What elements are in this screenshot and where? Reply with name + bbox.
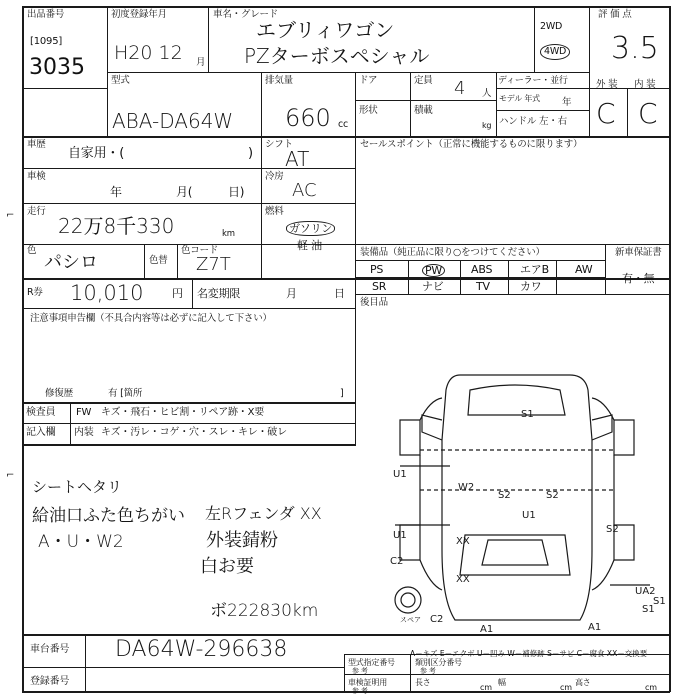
repair-label: 修復歴 [45,388,73,399]
exterior-label: 外 装 [596,79,618,90]
category-label: 類別区分番号 [415,658,462,667]
score-value: 3.5 [611,31,659,66]
mark-u1-lower: U1 [393,530,407,541]
capacity-label: 定員 [414,75,433,86]
drive-4wd: 4WD [540,44,570,60]
dealer-label: ディーラー・並行 [498,76,568,86]
load-unit: kg [482,121,492,130]
notes-label: 注意事項申告欄（不具合内容等は必ずに記入して下さい） [30,313,272,324]
mark-c2-left: C2 [390,556,404,567]
inspection-month: 月( [176,185,193,199]
new-warranty-label: 新車保証書 [615,247,662,258]
inspector-row1-items: キズ・飛石・ヒビ割・リペア跡・X要 [101,407,265,418]
equip-pw: PW [422,264,445,277]
drive-2wd: 2WD [540,21,563,32]
type-value: ABA-DA64W [112,109,234,133]
equip-ps: PS [370,263,384,276]
lot-code: [1095] [30,36,63,47]
inspector-row1-cat: FW [76,407,92,418]
mark-w2: W2 [458,482,475,493]
first-registration-value: H20 12 [114,42,183,64]
note-white: 白お要 [200,556,254,577]
inspector-label-1: 検査員 [26,407,56,418]
title-change-month: 月 [286,287,297,300]
capacity-unit: 人 [482,88,492,99]
note-damage-codes: A・U・W2 [38,532,124,552]
shape-label: 形状 [359,105,378,116]
equip-abs: ABS [471,263,493,276]
width-unit: cm [560,683,572,692]
category-ref: 参 考 [420,667,436,675]
mark-s1-rear: S1 [653,596,666,607]
inspection-year: 年 [110,185,122,199]
interior-grade: C [638,97,658,130]
spare-label: スペア [400,616,421,624]
history-close: ) [248,146,253,161]
color-code-value: Z7T [196,254,231,275]
mark-s2-far: S2 [606,524,619,535]
note-mileage: ボ222830km [210,601,319,621]
equip-sr: SR [372,280,387,293]
height-label: 高さ [575,678,591,687]
mark-a1-right: A1 [588,622,602,633]
chassis-label: 車台番号 [30,644,70,655]
mark-xx-2: XX [456,574,470,585]
mark-a1-left: A1 [480,624,494,635]
ac-value: AC [292,180,317,201]
margin-tick: ⌐ [6,210,15,221]
title-change-label: 名変期限 [197,287,241,300]
title-change-day: 日 [334,287,345,300]
length-label: 長さ [415,678,431,687]
history-label: 車歴 [27,139,46,150]
sales-points-label: セールスポイント（正常に機能するものに限ります） [360,139,583,150]
height-unit: cm [645,683,657,692]
note-rust: 外装錆粉 [206,530,278,551]
capacity-value: 4 [454,78,466,99]
first-registration-label: 初度登録年月 [111,9,167,20]
month-unit: 月 [196,57,206,68]
model-name: エブリィワゴン [256,18,395,42]
cert-label: 車検証明用 [348,678,387,687]
recycle-value: 10,010 [70,281,144,305]
color-label: 色 [27,245,37,256]
chassis-value: DA64W-296638 [115,637,288,662]
door-label: ドア [359,75,378,86]
grade-name: PZターボスペシャル [244,44,430,68]
color-code-label: 色コード [181,245,219,256]
equip-leather: カワ [520,280,542,293]
recycle-unit: 円 [172,287,183,300]
lot-number: 3035 [29,55,85,80]
displacement-value: 660 [285,104,331,132]
handle-label: ハンドル 左・右 [499,116,567,127]
length-unit: cm [480,683,492,692]
history-value: 自家用・( [68,146,125,161]
new-warranty-value: 有・無 [622,272,655,285]
equip-tv: TV [476,280,490,293]
shift-value: AT [285,147,310,171]
mark-u1-mid: U1 [522,510,536,521]
equip-airbag: エアB [520,263,549,276]
width-label: 幅 [498,678,506,687]
inspector-row2-items: キズ・汚レ・コゲ・穴・スレ・キレ・破レ [101,427,287,438]
cert-ref: 参 考 [352,687,368,695]
mileage-unit: km [222,229,235,239]
fuel-alt: 軽 油 [297,239,322,252]
load-label: 積載 [414,105,433,116]
note-fuel-lid: 給油口ふた色ちがい [32,506,185,526]
interior-label: 内 装 [634,79,656,90]
type-label: 型式 [111,75,130,86]
mark-xx-1: XX [456,536,470,547]
fuel-label: 燃料 [265,206,284,217]
inspector-label-2: 記入欄 [26,427,56,438]
equip-navi: ナビ [422,280,444,293]
mark-s2-mid: S2 [498,490,511,501]
car-damage-diagram [360,360,670,640]
color-value: パシロ [44,252,98,273]
lot-label: 出品番号 [27,9,65,20]
repair-value: 有 [箇所 [108,388,143,399]
mark-s2-right: S2 [546,490,559,501]
inspection-day: 日) [228,185,245,199]
inspection-label: 車検 [27,171,46,182]
exterior-grade: C [596,97,616,130]
score-label: 評 価 点 [598,9,632,20]
model-designation-ref: 参 考 [352,667,368,675]
displacement-unit: cc [338,119,349,130]
repair-close: ] [340,388,344,399]
mark-s1-roof: S1 [521,409,534,420]
model-year-label: モデル 年式 [499,94,540,103]
margin-tick: ⌐ [6,470,15,481]
mark-u1-left: U1 [393,469,407,480]
mileage-value: 22万8千330 [58,214,175,238]
damage-legend: A－キズ E－エクボ U－凹み W－補修跡 S－サビ C－腐食 XX－交換要 [410,649,648,658]
rear-items-label: 後目品 [360,297,388,308]
year-unit: 年 [562,97,572,108]
shift-label: シフト [265,139,293,150]
registration-label: 登録番号 [30,676,70,687]
mark-ua2: UA2 [635,586,656,597]
note-seat: シートヘタリ [32,478,123,496]
equipment-label: 装備品（純正品に限り○をつけてください） [360,247,545,258]
inspector-row2-cat: 内装 [74,427,94,438]
displacement-label: 排気量 [265,75,293,86]
ac-label: 冷房 [265,171,284,182]
model-grade-label: 車名・グレード [213,9,279,20]
equip-aw: AW [575,263,593,276]
color-change-label: 色替 [149,255,168,266]
model-designation-label: 型式指定番号 [348,658,395,667]
fuel-value: ガソリン [286,221,335,236]
mark-c2-rear: C2 [430,614,444,625]
mark-s1-right: S1 [642,604,655,615]
note-fender: 左Rフェンダ XX [205,504,322,523]
recycle-label: R券 [27,287,43,298]
mileage-label: 走行 [27,206,46,217]
